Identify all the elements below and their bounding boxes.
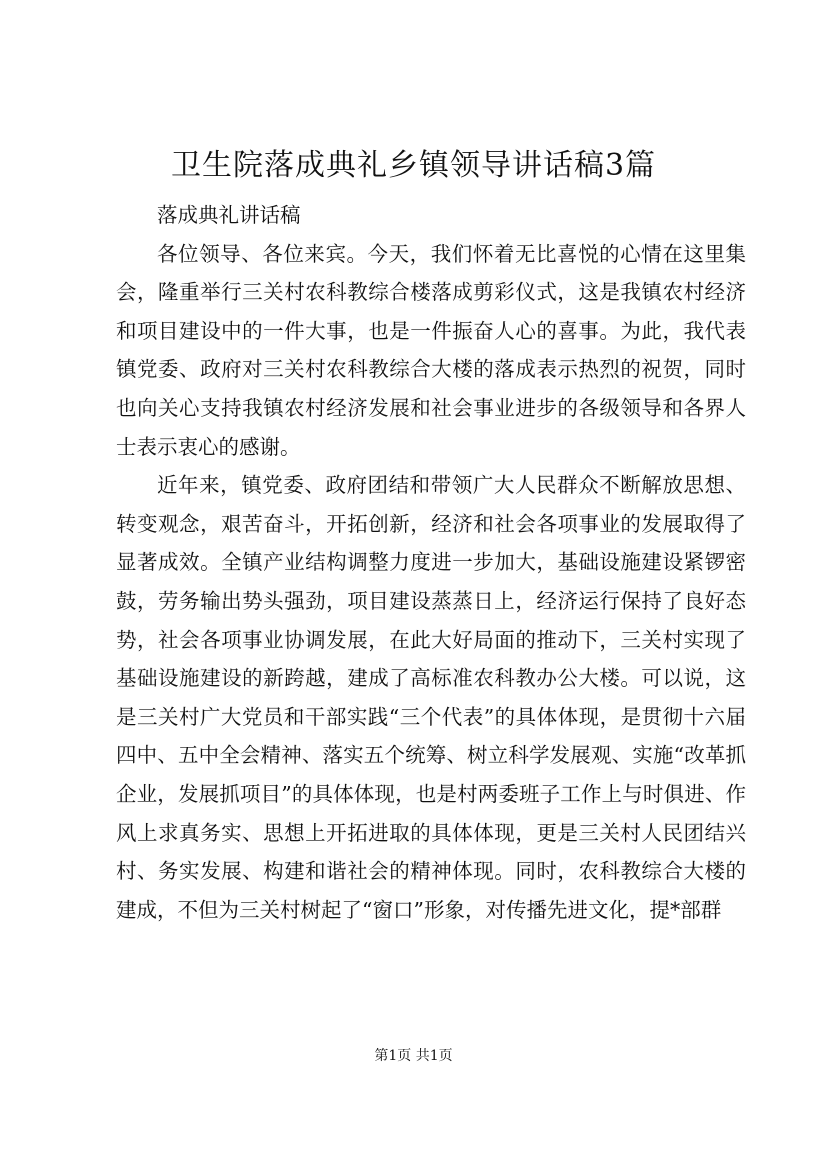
- document-title: 卫生院落成典礼乡镇领导讲话稿3篇: [170, 148, 657, 183]
- page-number-footer: 第1页 共1页: [374, 1048, 453, 1064]
- document-body: [116, 196, 746, 929]
- paragraph-greeting: 各位领导、各位来宾。今天，我们怀着无比喜悦的心情在这里集会，隆重举行三关村农科教综合楼落成剪彩仪式，这是我镇农村经济和项目建设中的一件大事，也是一件振奋人心的喜事。为此，我代表镇党委、政府对三关村农科教综合大楼的落成表示热烈的祝贺，同时也向关心支持我镇农村经济发展和社会事业进步的各级领导和各界人士表示衷心的感谢。: [116, 241, 746, 459]
- paragraph-development: 近年来，镇党委、政府团结和带领广大人民群众不断解放思想、转变观念，艰苦奋斗，开拓创新，经济和社会各项事业的发展取得了显著成效。全镇产业结构调整力度进一步加大，基础设施建设紧锣密鼓，劳务输出势头强劲，项目建设蒸蒸日上，经济运行保持了良好态势，社会各项事业协调发展，在此大好局面的推动下，三关村实现了基础设施建设的新跨越，建成了高标准农科教办公大楼。可以说，这是三关村广大党员和干部实践“三个代表”的具体体现，是贯彻十六届四中、五中全会精神、落实五个统筹、树立科学发展观、实施“改革抓企业，发展抓项目”的具体体现，也是村两委班子工作上与时俱进、作风上求真务实、思想上开拓进取的具体体现，更是三关村人民团结兴村、务实发展、构建和谐社会的精神体现。同时，农科教综合大楼的建成，不但为三关村树起了“窗口”形象，对传播先进文化，提*部群: [116, 473, 746, 922]
- section-heading: 落成典礼讲话稿: [157, 203, 301, 227]
